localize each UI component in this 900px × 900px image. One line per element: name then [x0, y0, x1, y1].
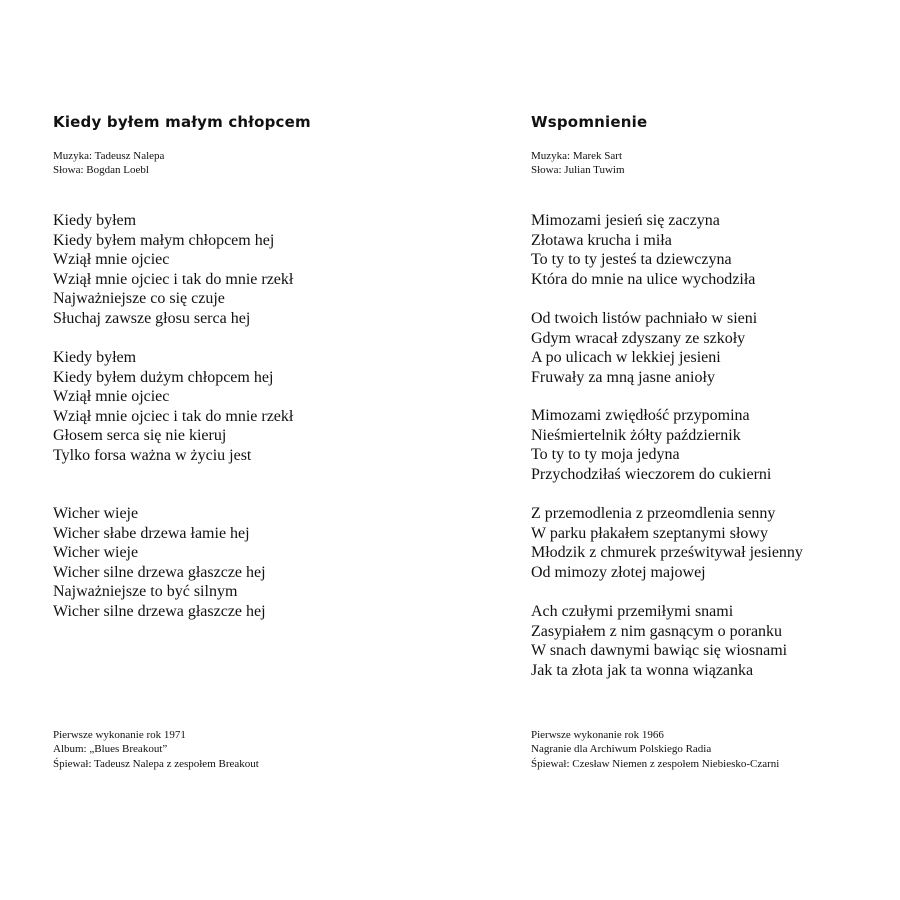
lyric-line: Tylko forsa ważna w życiu jest — [53, 446, 252, 464]
lyric-line: Słuchaj zawsze głosu serca hej — [53, 309, 251, 327]
note-first-performance: Pierwsze wykonanie rok 1971 — [53, 729, 186, 741]
credit-lyrics: Słowa: Julian Tuwim — [531, 164, 625, 176]
credit-music: Muzyka: Marek Sart — [531, 150, 623, 162]
lyric-line: Kiedy byłem małym chłopcem hej — [53, 231, 275, 249]
stanza-3 — [53, 504, 266, 622]
stanza-3 — [531, 406, 771, 484]
song-credits — [53, 149, 164, 177]
lyric-line: Nieśmiertelnik żółty październik — [531, 426, 741, 444]
credit-lyrics: Słowa: Bogdan Loebl — [53, 164, 149, 176]
lyric-line: Głosem serca się nie kieruj — [53, 427, 227, 445]
song-credits — [531, 149, 625, 177]
lyric-line: Gdym wracał zdyszany ze szkoły — [531, 329, 746, 347]
lyric-line: Wicher wieje — [53, 544, 139, 562]
lyric-line: Wziął mnie ojciec i tak do mnie rzekł — [53, 407, 294, 425]
performance-notes — [53, 728, 259, 771]
performance-notes — [531, 728, 779, 771]
note-singer: Śpiewał: Tadeusz Nalepa z zespołem Breakout — [53, 757, 259, 770]
song-title: Wspomnienie — [531, 113, 648, 131]
stanza-5 — [531, 602, 787, 680]
song-left — [53, 0, 433, 900]
lyric-line: Mimozami zwiędłość przypomina — [531, 407, 750, 424]
stanza-4 — [531, 504, 803, 582]
lyric-line: Wicher słabe drzewa łamie hej — [53, 524, 250, 542]
lyric-line: Wziął mnie ojciec — [53, 388, 170, 406]
lyric-line: Od twoich listów pachniało w sieni — [531, 310, 758, 327]
lyric-line: Wicher silne drzewa głaszcze hej — [53, 602, 266, 620]
lyric-line: Zasypiałem z nim gasnącym o poranku — [531, 622, 783, 640]
lyric-line: To ty to ty jesteś ta dziewczyna — [531, 251, 732, 269]
lyric-line: Wziął mnie ojciec i tak do mnie rzekł — [53, 270, 294, 288]
lyric-line: Mimozami jesień się zaczyna — [531, 212, 720, 229]
lyric-line: To ty to ty moja jedyna — [531, 446, 680, 464]
lyric-line: Wicher silne drzewa głaszcze hej — [53, 563, 266, 581]
lyric-line: Przychodziłaś wieczorem do cukierni — [531, 465, 772, 483]
lyric-line: A po ulicach w lekkiej jesieni — [531, 349, 721, 367]
note-recording: Nagranie dla Archiwum Polskiego Radia — [531, 743, 712, 756]
song-title: Kiedy byłem małym chłopcem — [53, 113, 311, 131]
lyric-line: Która do mnie na ulice wychodziła — [531, 270, 756, 288]
lyric-line: W snach dawnymi bawiąc się wiosnami — [531, 642, 788, 660]
lyric-line: Najważniejsze to być silnym — [53, 583, 238, 601]
stanza-2 — [531, 309, 757, 387]
stanza-1 — [531, 211, 755, 289]
song-right — [531, 0, 900, 900]
lyric-line: Kiedy byłem dużym chłopcem hej — [53, 368, 274, 386]
note-first-performance: Pierwsze wykonanie rok 1966 — [531, 729, 664, 741]
note-singer: Śpiewał: Czesław Niemen z zespołem Niebiesko-Czarni — [531, 757, 780, 770]
lyric-line: Ach czułymi przemiłymi snami — [531, 603, 734, 620]
lyric-line: Fruwały za mną jasne anioły — [531, 368, 715, 386]
lyric-line: Najważniejsze co się czuje — [53, 290, 225, 308]
lyric-line: Kiedy byłem — [53, 212, 137, 229]
lyric-line: Kiedy byłem — [53, 349, 137, 366]
lyric-line: Wicher wieje — [53, 505, 139, 522]
lyric-line: Złotawa krucha i miła — [531, 231, 672, 249]
lyric-line: Od mimozy złotej majowej — [531, 563, 706, 581]
note-album: Album: „Blues Breakout” — [53, 743, 168, 756]
lyric-line: Jak ta złota jak ta wonna wiązanka — [531, 661, 754, 679]
lyric-line: Wziął mnie ojciec — [53, 251, 170, 269]
credit-music: Muzyka: Tadeusz Nalepa — [53, 150, 165, 162]
lyric-line: Młodzik z chmurek prześwitywał jesienny — [531, 544, 803, 562]
stanza-1 — [53, 211, 293, 329]
lyric-line: W parku płakałem szeptanymi słowy — [531, 524, 768, 542]
lyric-line: Z przemodlenia z przeomdlenia senny — [531, 505, 776, 522]
stanza-2 — [53, 348, 293, 466]
